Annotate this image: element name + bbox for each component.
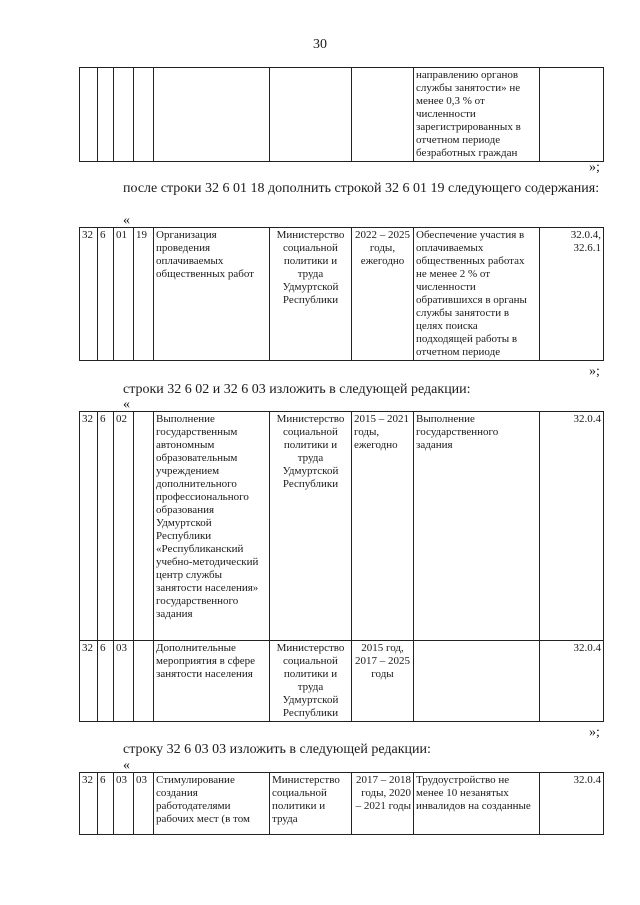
cell <box>134 68 154 162</box>
cell-code: 6 <box>98 641 114 722</box>
cell-code: 19 <box>134 228 154 361</box>
table-row <box>80 641 604 722</box>
cell <box>80 68 98 162</box>
table-continuation <box>79 67 604 162</box>
closing-quote: »; <box>589 160 600 175</box>
cell-name: Выполнение государственным автономным образовательным учреждением дополнительного профессионального образования Удмуртской Республики «Республиканский учебно-методический центр службы занятости населения» государственного задания <box>154 412 270 641</box>
cell-period: 2015 год, 2017 – 2025 годы <box>352 641 414 722</box>
instruction-paragraph: строку 32 6 03 03 изложить в следующей редакции: <box>123 742 431 757</box>
cell-period: 2015 – 2021 годы, ежегодно <box>352 412 414 641</box>
cell-code: 03 <box>114 773 134 835</box>
closing-quote: »; <box>589 725 600 740</box>
cell-code: 6 <box>98 412 114 641</box>
cell-code <box>134 641 154 722</box>
opening-quote: « <box>123 758 130 773</box>
cell-responsible: Министерство социальной политики и труда <box>270 773 352 835</box>
closing-quote: »; <box>589 364 600 379</box>
table-row-32-6-01-19 <box>79 227 604 361</box>
cell-period: 2022 – 2025 годы, ежегодно <box>352 228 414 361</box>
cell-indicator: 32.0.4, 32.6.1 <box>540 228 604 361</box>
cell-code: 6 <box>98 228 114 361</box>
cell-code: 03 <box>114 641 134 722</box>
cell-code: 6 <box>98 773 114 835</box>
cell-code: 03 <box>134 773 154 835</box>
cell-indicator: 32.0.4 <box>540 773 604 835</box>
cell-code: 02 <box>114 412 134 641</box>
table-row-32-6-03-03 <box>79 772 604 835</box>
cell-name: Дополнительные мероприятия в сфере занятости населения <box>154 641 270 722</box>
cell-code <box>134 412 154 641</box>
cell-code: 32 <box>80 228 98 361</box>
cell <box>270 68 352 162</box>
page-number: 30 <box>313 37 327 52</box>
cell-code: 01 <box>114 228 134 361</box>
cell <box>98 68 114 162</box>
cell <box>540 68 604 162</box>
cell-responsible: Министерство социальной политики и труда Удмуртской Республики <box>270 412 352 641</box>
cell-indicator: 32.0.4 <box>540 412 604 641</box>
cell-period: 2017 – 2018 годы, 2020 – 2021 годы <box>352 773 414 835</box>
cell-code: 32 <box>80 641 98 722</box>
table-row <box>80 228 604 361</box>
opening-quote: « <box>123 213 130 228</box>
instruction-paragraph: после строки 32 6 01 18 дополнить строкой 32 6 01 19 следующего содержания: <box>123 181 600 196</box>
cell-result <box>414 641 540 722</box>
cell-name: Стимулирование создания работодателями рабочих мест (в том <box>154 773 270 835</box>
table-row <box>80 773 604 835</box>
cell-code: 32 <box>80 412 98 641</box>
cell-result: Трудоустройство не менее 10 незанятых инвалидов на созданные <box>414 773 540 835</box>
cell-result: Выполнение государственного задания <box>414 412 540 641</box>
cell <box>114 68 134 162</box>
cell <box>352 68 414 162</box>
cell-result: Обеспечение участия в оплачиваемых общественных работах не менее 2 % от численности обратившихся в органы службы занятости в целях поиска подходящей работы в отчетном периоде <box>414 228 540 361</box>
table-rows-32-6-02-03 <box>79 411 604 722</box>
cell-name: Организация проведения оплачиваемых общественных работ <box>154 228 270 361</box>
cell-indicator: 32.0.4 <box>540 641 604 722</box>
opening-quote: « <box>123 397 130 412</box>
cell <box>154 68 270 162</box>
cell-responsible: Министерство социальной политики и труда Удмуртской Республики <box>270 641 352 722</box>
table-row <box>80 412 604 641</box>
table-row <box>80 68 604 162</box>
cell-code: 32 <box>80 773 98 835</box>
cell-result: направлению органов службы занятости» не менее 0,3 % от численности зарегистрированных в отчетном периоде безработных граждан <box>414 68 540 162</box>
cell-responsible: Министерство социальной политики и труда Удмуртской Республики <box>270 228 352 361</box>
instruction-paragraph: строки 32 6 02 и 32 6 03 изложить в следующей редакции: <box>123 382 471 397</box>
